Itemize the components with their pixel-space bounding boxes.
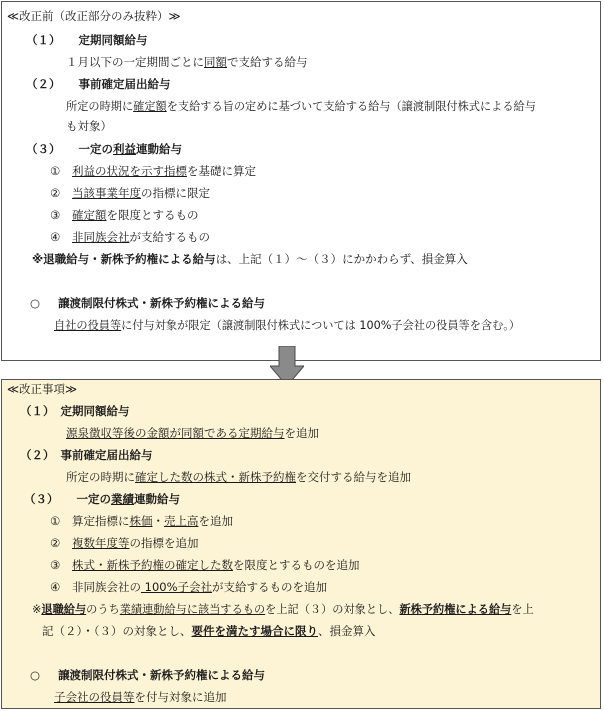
text-underlined: 100%子会社: [140, 580, 213, 594]
before-s1-desc: [66, 55, 308, 70]
item-marker: ②: [50, 536, 61, 550]
o-title: 譲渡制限付株式・新株予約権による給与: [58, 668, 266, 682]
s3-number: （３）: [24, 492, 59, 506]
after-item-4: [50, 580, 327, 595]
after-note-line2: [42, 624, 376, 639]
text: を上: [511, 603, 534, 616]
text-underlined: 業績連動給与に該当するもの: [119, 603, 266, 616]
text: を交付する給与を追加: [296, 470, 411, 484]
before-note: [32, 252, 468, 267]
text: 一定の: [78, 142, 114, 156]
text: の指標を追加: [129, 536, 199, 550]
text-underlined: 株価: [129, 514, 153, 528]
after-item-2: [50, 536, 198, 551]
text: を付与対象に追加: [134, 690, 227, 704]
item-marker: ①: [50, 164, 61, 178]
item-marker: ②: [50, 186, 61, 200]
text: の指標に限定: [140, 186, 210, 200]
s1-number: （１）: [20, 404, 55, 418]
text: 非同族会社の: [71, 580, 141, 594]
text: を追加: [284, 426, 319, 440]
text-underlined: 売上高: [163, 514, 199, 528]
text: 記（２）・（３）の対象とし、: [42, 624, 192, 638]
text-underlined: 当該事業年度: [71, 186, 141, 200]
text: 算定指標に: [71, 514, 130, 528]
text-bold: ※退職給与・新株予約権による給与: [32, 252, 216, 266]
text-underlined: 同額: [204, 55, 227, 69]
before-s2-desc: [66, 99, 536, 114]
item-marker: ④: [50, 230, 61, 244]
before-item-3: [50, 208, 198, 223]
after-s2-desc: [66, 470, 411, 485]
before-header: ≪改正前（改正部分のみ抜粋）≫: [7, 9, 181, 23]
text: で支給する給与: [227, 55, 308, 69]
text-underlined: 確定額: [133, 100, 167, 113]
text: が支給するもの: [129, 230, 210, 244]
text: 一定の: [76, 492, 112, 506]
revision-items-box: [1, 379, 601, 709]
s1-title: 定期同額給与: [60, 404, 130, 418]
before-s1-heading: [26, 33, 148, 48]
before-o-heading: [30, 296, 265, 311]
text-underlined: 新株予約権による給与: [399, 603, 512, 616]
text-underlined: 確定額: [71, 208, 107, 222]
item-marker: ④: [50, 580, 61, 594]
item-marker: ①: [50, 514, 61, 528]
text-underlined: 利益の状況を示す指標: [71, 164, 187, 178]
text-underlined: 退職給与: [41, 603, 87, 616]
text-underlined: 非同族会社: [71, 230, 130, 244]
before-s2-heading: [26, 77, 171, 92]
after-s2-heading: [20, 448, 153, 463]
text: ※: [32, 603, 42, 616]
text-underlined: 子会社の役員等: [54, 690, 135, 704]
text: 所定の時期に: [66, 100, 134, 113]
before-s2-desc-cont: も対象）: [66, 119, 112, 133]
text: に付与対象が限定（譲渡制限付株式については 100%子会社の役員等を含む。）: [121, 319, 521, 332]
text: を追加: [198, 514, 233, 528]
text-underlined: 要件を満たす場合に限り: [191, 624, 318, 638]
text: 、損金算入: [318, 624, 376, 638]
before-item-4: [50, 230, 210, 245]
s2-number: （２）: [20, 448, 55, 462]
after-o-desc: [54, 690, 227, 705]
before-revision-box: [1, 1, 601, 361]
circle-marker: ○: [30, 296, 41, 310]
text: 所定の時期に: [66, 470, 135, 484]
after-s3-heading: [24, 492, 180, 507]
after-item-1: [50, 514, 233, 529]
text-underlined: 業績: [111, 492, 135, 506]
circle-marker: ○: [30, 668, 41, 682]
text: １月以下の一定期間ごとに: [66, 55, 204, 69]
text-underlined: 自社の役員等: [54, 319, 122, 332]
s3-number: （３）: [26, 142, 61, 156]
text: を限度とするもの: [106, 208, 199, 222]
text-underlined: 株式・新株予約権の確定した数: [71, 558, 233, 572]
text: を上記（３）の対象とし、: [265, 603, 400, 616]
text: を支給する旨の定めに基づいて支給する給与（譲渡制限付株式による給与: [166, 100, 536, 113]
s1-number: （１）: [26, 33, 61, 47]
after-header: ≪改正事項≫: [7, 382, 78, 396]
before-s3-heading: [26, 142, 182, 157]
item-marker: ③: [50, 208, 61, 222]
text: を基礎に算定: [186, 164, 256, 178]
text-underlined: 源泉徴収等後の金額が同額である定期給与: [66, 426, 285, 440]
after-item-3: [50, 558, 359, 573]
text: 連動給与: [134, 492, 181, 506]
text-underlined: 確定した数の株式・新株予約権: [135, 470, 296, 484]
before-o-desc: [54, 318, 520, 333]
text-underlined: 複数年度等: [71, 536, 130, 550]
before-item-2: [50, 186, 210, 201]
item-marker: ③: [50, 558, 61, 572]
after-o-heading: [30, 668, 265, 683]
s2-number: （２）: [26, 77, 61, 91]
text: を限度とするものを追加: [232, 558, 360, 572]
after-note-line1: [32, 602, 534, 617]
s1-title: 定期同額給与: [78, 33, 148, 47]
o-title: 譲渡制限付株式・新株予約権による給与: [58, 296, 266, 310]
text: 連動給与: [136, 142, 183, 156]
s2-title: 事前確定届出給与: [78, 77, 171, 91]
text: のうち: [86, 603, 120, 616]
after-s1-heading: [20, 404, 130, 419]
after-s1-desc: [66, 426, 319, 441]
s2-title: 事前確定届出給与: [60, 448, 153, 462]
text-underlined: 利益: [113, 142, 137, 156]
text: は、上記（１）～（３）にかかわらず、損金算入: [215, 252, 468, 266]
before-item-1: [50, 164, 256, 179]
text: ・: [152, 514, 164, 528]
text: が支給するものを追加: [212, 580, 328, 594]
